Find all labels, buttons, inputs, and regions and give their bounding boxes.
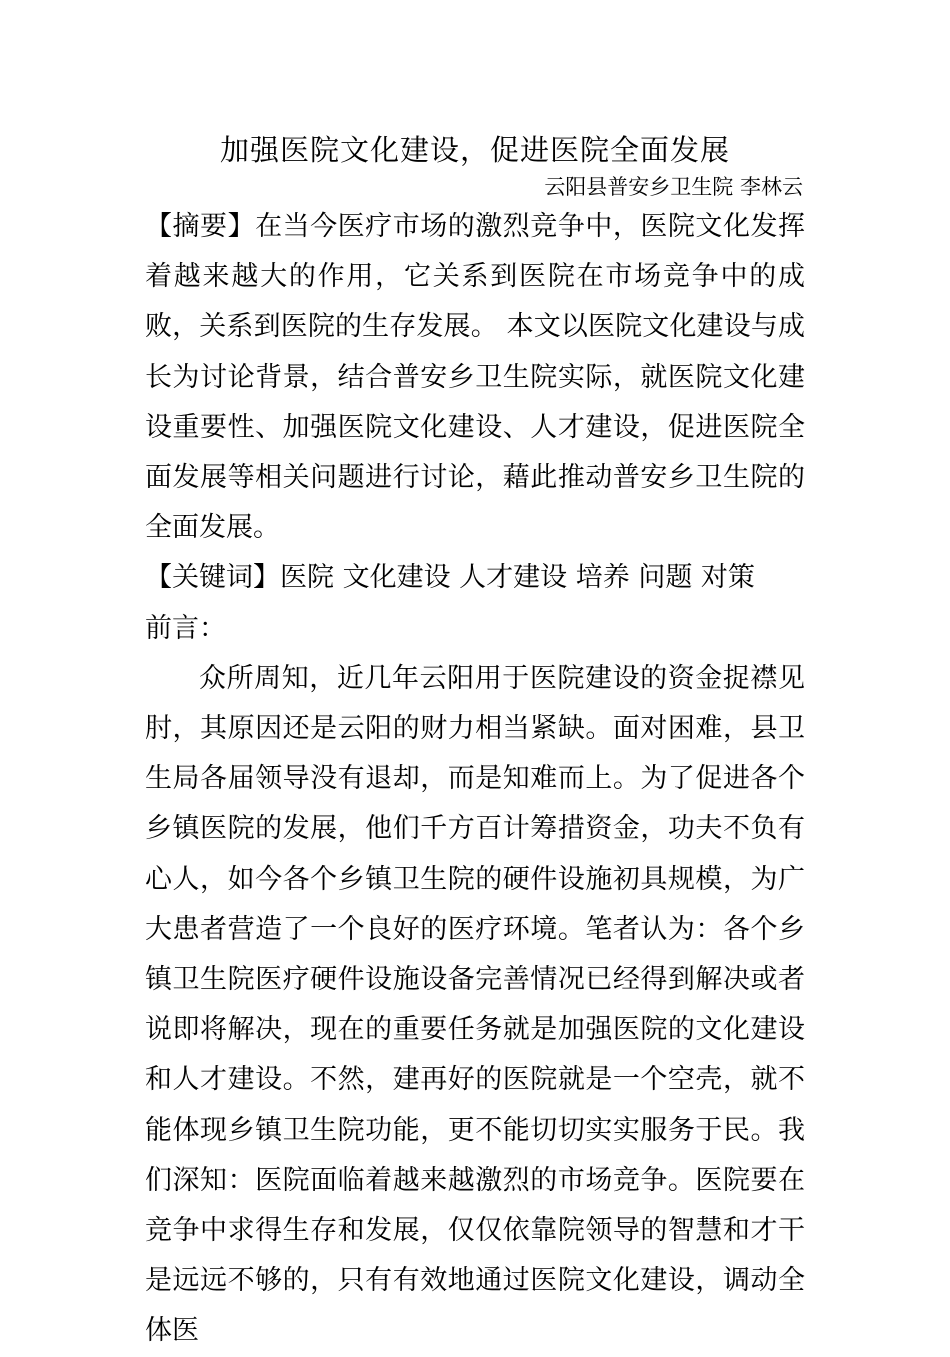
keywords-line: 【关键词】医院 文化建设 人才建设 培养 问题 对策	[145, 562, 755, 594]
document-title: 加强医院文化建设，促进医院全面发展	[219, 133, 730, 167]
document-body	[145, 202, 805, 1357]
preface-heading: 前言：	[145, 612, 226, 644]
preface-paragraph: 众所周知，近几年云阳用于医院建设的资金捉襟见肘，其原因还是云阳的财力相当紧缺。面对困难，县卫生局各届领导没有退却，而是知难而上。为了促进各个乡镇医院的发展，他们千方百计筹措资金，功夫不负有心人，如今各个乡镇卫生院的硬件设施初具规模，为广大患者营造了一个良好的医疗环境。笔者认为：各个乡镇卫生院医疗硬件设施设备完善情况已经得到解决或者说即将解决，现在的重要任务就是加强医院的文化建设和人才建设。不然，建再好的医院就是一个空壳，就不能体现乡镇卫生院功能，更不能切切实实服务于民。我们深知：医院面临着越来越激烈的市场竞争。医院要在竞争中求得生存和发展，仅仅依靠院领导的智慧和才干是远远不够的，只有有效地通过医院文化建设，调动全体医	[145, 662, 805, 1347]
abstract-paragraph: 【摘要】在当今医疗市场的激烈竞争中，医院文化发挥着越来越大的作用，它关系到医院在市场竞争中的成败，关系到医院的生存发展。 本文以医院文化建设与成长为讨论背景，结合普安乡卫生院实际，就医院文化建设重要性、加强医院文化建设、人才建设，促进医院全面发展等相关问题进行讨论，藉此推动普安乡卫生院的全面发展。	[145, 211, 805, 544]
author-line: 云阳县普安乡卫生院 李林云	[544, 175, 803, 199]
